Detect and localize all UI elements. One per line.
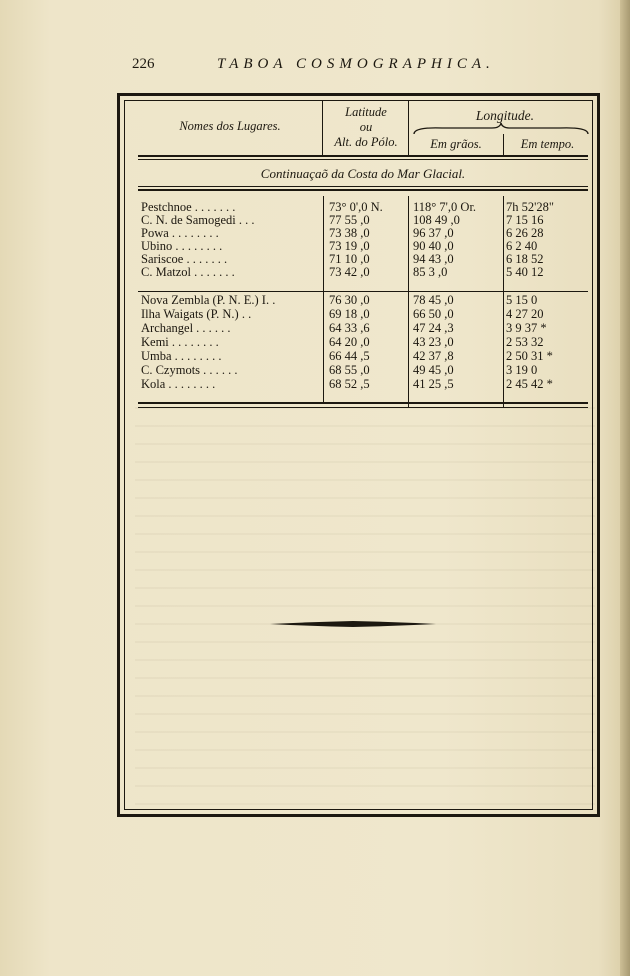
place-name: Kola . . . . . . . . — [141, 377, 216, 391]
table-row — [138, 308, 588, 321]
table-bottom-rule — [138, 402, 588, 404]
longitude-time: 5 15 0 — [506, 293, 538, 307]
place-name: Umba . . . . . . . . — [141, 349, 222, 363]
place-name: C. Czymots . . . . . . — [141, 363, 238, 377]
latitude-value: 77 55 ,0 — [329, 213, 370, 227]
longitude-time: 7 15 16 — [506, 213, 544, 227]
longitude-time: 3 19 0 — [506, 363, 538, 377]
place-name: C. Matzol . . . . . . . — [141, 265, 235, 279]
section-rule-thin — [138, 186, 588, 187]
longitude-degrees: 42 37 ,8 — [413, 349, 454, 363]
latitude-value: 73 19 ,0 — [329, 239, 370, 253]
table-row — [138, 350, 588, 363]
latitude-value: 73 42 ,0 — [329, 265, 370, 279]
longitude-time: 4 27 20 — [506, 307, 544, 321]
place-name: Nova Zembla (P. N. E.) I. . — [141, 293, 276, 307]
table-row — [138, 364, 588, 377]
header-rule-thin — [138, 159, 588, 160]
longitude-brace — [412, 122, 590, 136]
longitude-time: 3 9 37 * — [506, 321, 547, 335]
longitude-time: 6 18 52 — [506, 252, 544, 266]
place-name: Sariscoe . . . . . . . — [141, 252, 228, 266]
place-name: Powa . . . . . . . . — [141, 226, 219, 240]
latitude-value: 64 33 ,6 — [329, 321, 370, 335]
longitude-degrees-subheader: Em grãos. — [430, 137, 482, 151]
longitude-column-header: Longitude. — [475, 108, 535, 123]
longitude-degrees: 43 23 ,0 — [413, 335, 454, 349]
latitude-value: 68 55 ,0 — [329, 363, 370, 377]
latitude-value: 73 38 ,0 — [329, 226, 370, 240]
latitude-header-line2: ou — [359, 120, 373, 134]
latitude-value: 71 10 ,0 — [329, 252, 370, 266]
header-divider-lon — [503, 134, 504, 155]
longitude-degrees: 90 40 ,0 — [413, 239, 454, 253]
section-rule — [138, 189, 588, 191]
latitude-header-line1: Latitude — [345, 105, 387, 119]
place-name: Ilha Waigats (P. N.) . . — [141, 307, 252, 321]
page-edge — [620, 0, 630, 976]
header-rule — [138, 155, 588, 157]
place-name: C. N. de Samogedi . . . — [141, 213, 255, 227]
place-name: Pestchnoe . . . . . . . — [141, 200, 236, 214]
longitude-degrees: 108 49 ,0 — [413, 213, 460, 227]
decorative-rule — [270, 619, 436, 629]
longitude-degrees: 85 3 ,0 — [413, 265, 448, 279]
header-divider-lat — [408, 101, 409, 155]
table-row — [138, 336, 588, 349]
longitude-time: 5 40 12 — [506, 265, 544, 279]
names-column-header: Nomes dos Lugares. — [179, 119, 281, 133]
place-name: Ubino . . . . . . . . — [141, 239, 223, 253]
longitude-degrees: 78 45 ,0 — [413, 293, 454, 307]
latitude-column-header — [325, 105, 407, 150]
header-divider-names — [322, 101, 323, 155]
latitude-header-line3: Alt. do Pólo. — [334, 135, 398, 149]
longitude-degrees: 94 43 ,0 — [413, 252, 454, 266]
longitude-time: 6 26 28 — [506, 226, 544, 240]
table-row — [138, 294, 588, 307]
longitude-time: 2 45 42 * — [506, 377, 553, 391]
group-separator — [138, 291, 588, 292]
place-name: Kemi . . . . . . . . — [141, 335, 219, 349]
table-bottom-rule-thin — [138, 407, 588, 408]
longitude-degrees: 118° 7',0 Or. — [413, 200, 477, 214]
longitude-time: 6 2 40 — [506, 239, 538, 253]
section-title: Continuaçaõ da Costa do Mar Glacial. — [260, 166, 466, 181]
latitude-value: 68 52 ,5 — [329, 377, 370, 391]
longitude-time: 7h 52'28" — [506, 200, 554, 214]
latitude-value: 73° 0',0 N. — [329, 200, 383, 214]
place-name: Archangel . . . . . . — [141, 321, 231, 335]
running-title: TABOA COSMOGRAPHICA. — [217, 56, 495, 72]
longitude-degrees: 66 50 ,0 — [413, 307, 454, 321]
longitude-degrees: 47 24 ,3 — [413, 321, 454, 335]
longitude-time: 2 50 31 * — [506, 349, 553, 363]
table-row — [138, 322, 588, 335]
page-number: 226 — [132, 56, 155, 72]
latitude-value: 64 20 ,0 — [329, 335, 370, 349]
longitude-degrees: 96 37 ,0 — [413, 226, 454, 240]
longitude-time-subheader: Em tempo. — [520, 137, 575, 151]
page-header — [132, 56, 602, 76]
latitude-value: 69 18 ,0 — [329, 307, 370, 321]
longitude-degrees: 49 45 ,0 — [413, 363, 454, 377]
table-row — [138, 266, 588, 279]
longitude-time: 2 53 32 — [506, 335, 544, 349]
longitude-degrees: 41 25 ,5 — [413, 377, 454, 391]
latitude-value: 66 44 ,5 — [329, 349, 370, 363]
table-row — [138, 378, 588, 391]
latitude-value: 76 30 ,0 — [329, 293, 370, 307]
